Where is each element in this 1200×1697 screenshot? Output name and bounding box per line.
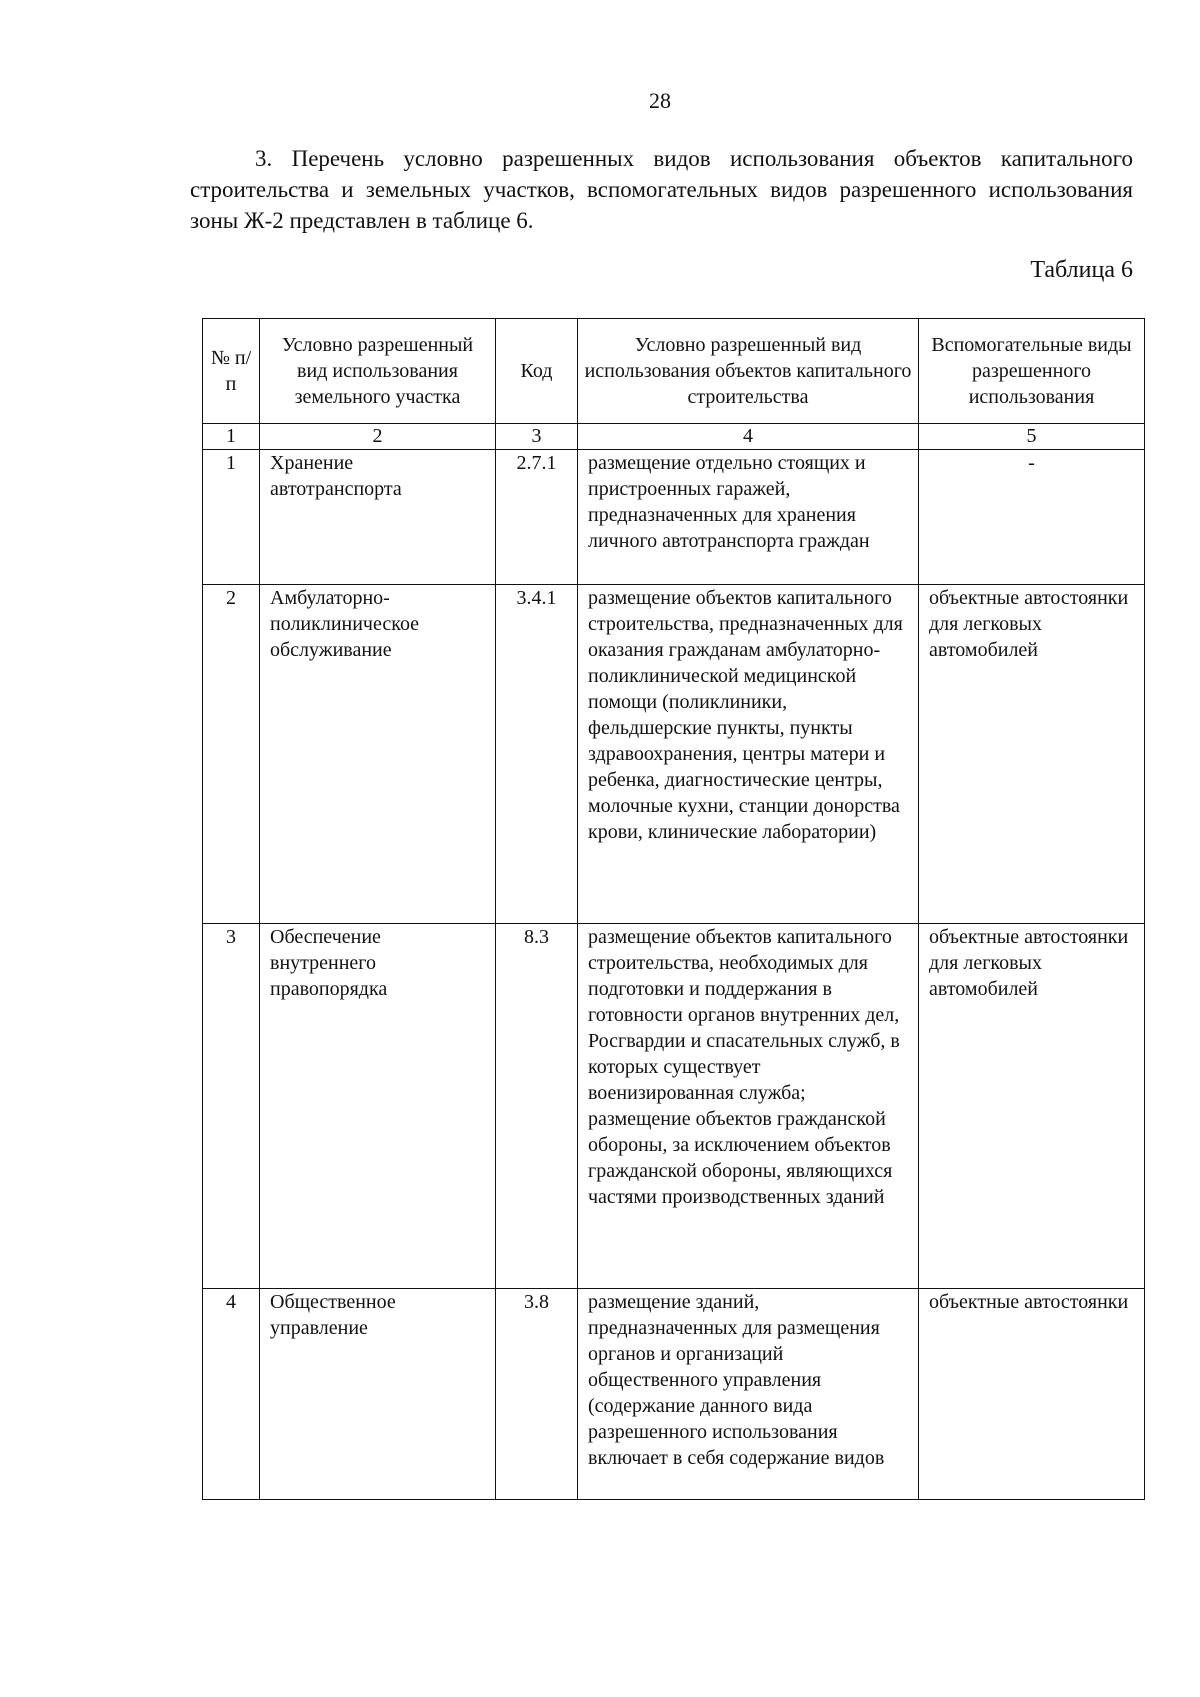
column-number: 1	[203, 424, 260, 450]
land-use-cell: Общественное управление	[260, 1289, 496, 1500]
intro-text: 3. Перечень условно разрешенных видов использования объектов капитального строительства и земельных участков, вспомогательных видов разрешенного использования зоны Ж-2 представлен в таблице 6.	[190, 146, 1133, 233]
table-row	[203, 1289, 1145, 1500]
column-number: 2	[260, 424, 496, 450]
column-numbers-row	[203, 424, 1145, 450]
row-number: 4	[203, 1289, 260, 1500]
table-row	[203, 924, 1145, 1289]
auxiliary-cell: объектные автостоянки	[919, 1289, 1145, 1500]
header-code: Код	[496, 319, 578, 424]
table-header-row	[203, 319, 1145, 424]
row-number: 3	[203, 924, 260, 1289]
table-row	[203, 585, 1145, 924]
intro-paragraph	[190, 143, 1133, 236]
capital-use-cell: размещение отдельно стоящих и пристроенных гаражей, предназначенных для хранения личного автотранспорта граждан	[578, 450, 919, 585]
capital-use-cell: размещение зданий, предназначенных для размещения органов и организаций общественного управления (содержание данного вида разрешенного использования включает в себя содержание видов	[578, 1289, 919, 1500]
row-number: 2	[203, 585, 260, 924]
capital-use-cell: размещение объектов капитального строительства, необходимых для подготовки и поддержания в готовности органов внутренних дел, Росгвардии и спасательных служб, в которых существует военизированная служба; размещение объектов гражданской обороны, за исключением объектов гражданской обороны, являющихся частями производственных зданий	[578, 924, 919, 1289]
land-use-cell: Амбулаторно-поликлиническое обслуживание	[260, 585, 496, 924]
table-caption: Таблица 6	[1030, 257, 1133, 283]
auxiliary-cell: объектные автостоянки для легковых автомобилей	[919, 924, 1145, 1289]
auxiliary-cell: -	[919, 450, 1145, 585]
auxiliary-cell: объектные автостоянки для легковых автомобилей	[919, 585, 1145, 924]
header-capital-use: Условно разрешенный вид использования объектов капитального строительства	[578, 319, 919, 424]
code-cell: 2.7.1	[496, 450, 578, 585]
land-use-cell: Обеспечение внутреннего правопорядка	[260, 924, 496, 1289]
code-cell: 8.3	[496, 924, 578, 1289]
row-number: 1	[203, 450, 260, 585]
header-number: № п/п	[203, 319, 260, 424]
page-number: 28	[649, 88, 671, 113]
code-cell: 3.4.1	[496, 585, 578, 924]
header-land-use: Условно разрешенный вид использования земельного участка	[260, 319, 496, 424]
land-use-cell: Хранение автотранспорта	[260, 450, 496, 585]
column-number: 4	[578, 424, 919, 450]
table-row	[203, 450, 1145, 585]
code-cell: 3.8	[496, 1289, 578, 1500]
capital-use-cell: размещение объектов капитального строительства, предназначенных для оказания гражданам амбулаторно-поликлинической медицинской помощи (поликлиники, фельдшерские пункты, пункты здравоохранения, центры матери и ребенка, диагностические центры, молочные кухни, станции донорства крови, клинические лаборатории)	[578, 585, 919, 924]
header-auxiliary: Вспомогательные виды разрешенного использования	[919, 319, 1145, 424]
column-number: 3	[496, 424, 578, 450]
permitted-uses-table	[202, 318, 1145, 1500]
column-number: 5	[919, 424, 1145, 450]
